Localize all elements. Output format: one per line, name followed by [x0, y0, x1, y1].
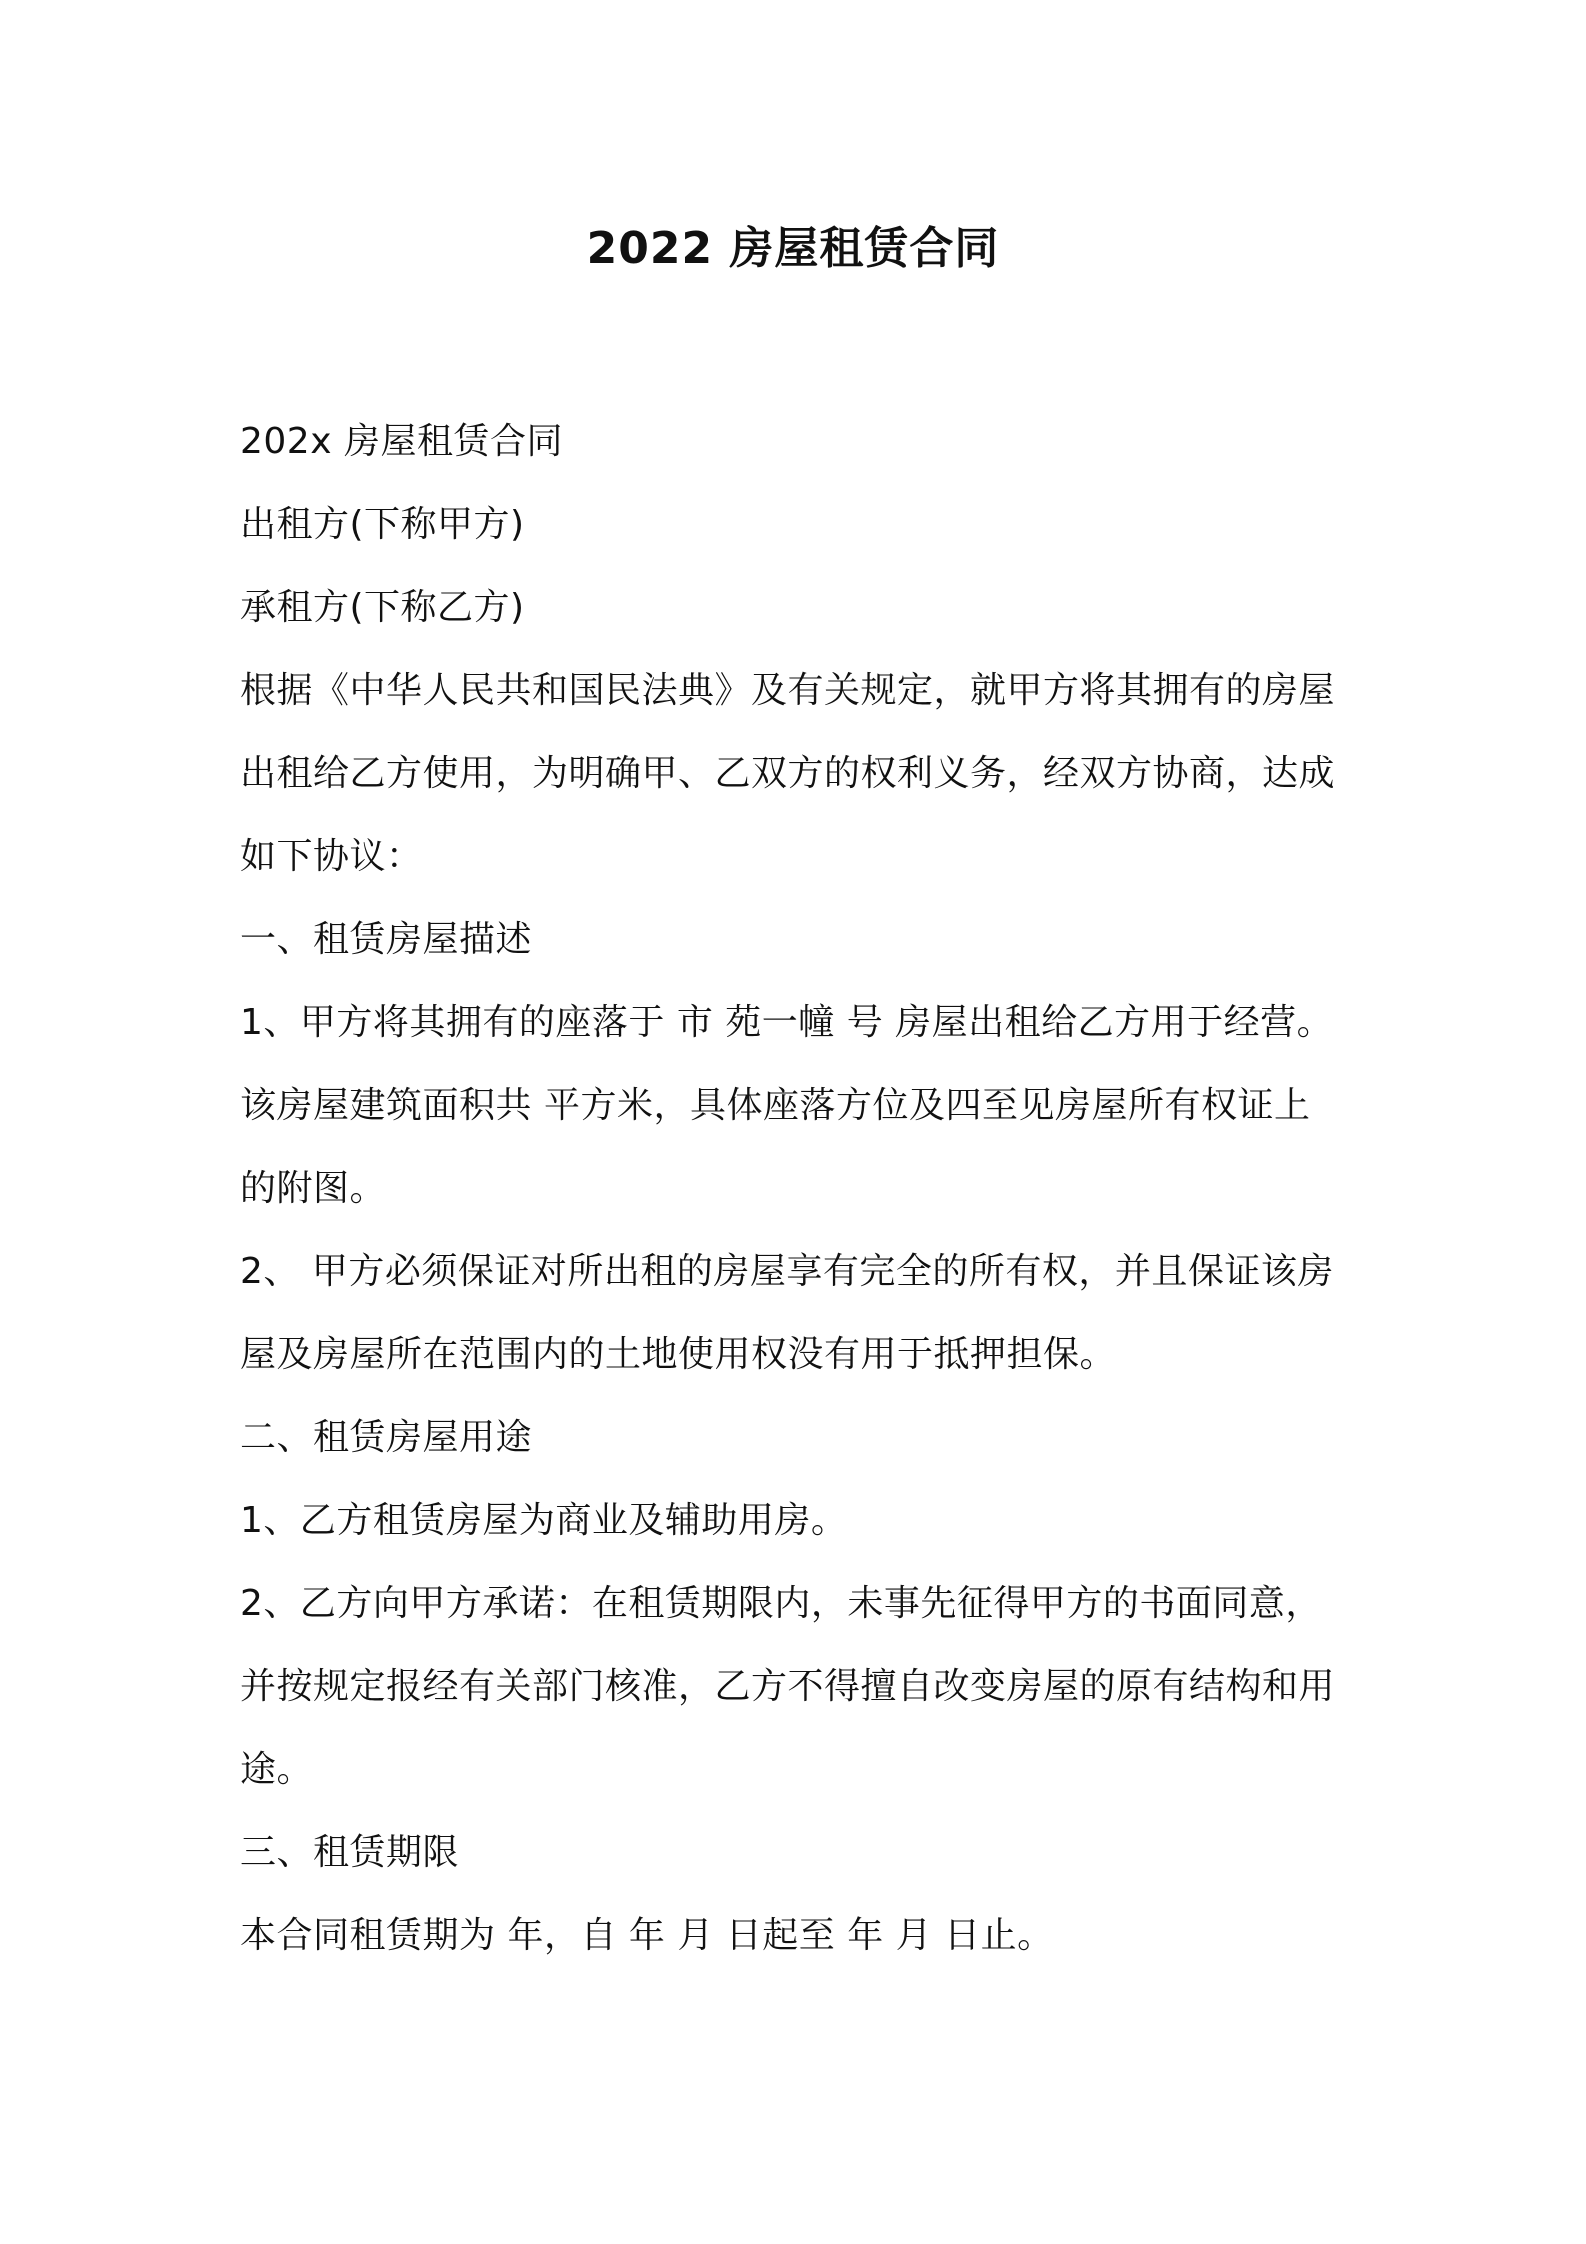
subtitle-line: 202x 房屋租赁合同 — [240, 421, 563, 462]
clause-line: 2、乙方向甲方承诺：在租赁期限内，未事先征得甲方的书面同意， — [240, 1583, 1322, 1624]
clause-line: 途。 — [240, 1749, 314, 1790]
section-heading: 二、租赁房屋用途 — [240, 1417, 533, 1458]
lessor-line: 出租方(下称甲方) — [240, 504, 525, 545]
section-heading: 一、租赁房屋描述 — [240, 919, 533, 960]
clause-line: 1、甲方将其拥有的座落于 市 苑一幢 号 房屋出租给乙方用于经营。 — [240, 1002, 1334, 1043]
clause-line: 本合同租赁期为 年，自 年 月 日起至 年 月 日止。 — [240, 1915, 1054, 1956]
document-body — [240, 412, 1370, 1989]
document-title: 2022 房屋租赁合同 — [586, 223, 1000, 274]
clause-line: 屋及房屋所在范围内的土地使用权没有用于抵押担保。 — [240, 1334, 1117, 1375]
section-heading: 三、租赁期限 — [240, 1832, 460, 1873]
clause-line: 1、乙方租赁房屋为商业及辅助用房。 — [240, 1500, 848, 1541]
preamble-line: 根据《中华人民共和国民法典》及有关规定，就甲方将其拥有的房屋 — [240, 670, 1336, 711]
clause-line: 的附图。 — [240, 1168, 387, 1209]
lessee-line: 承租方(下称乙方) — [240, 587, 525, 628]
clause-line: 该房屋建筑面积共 平方米，具体座落方位及四至见房屋所有权证上 — [240, 1085, 1311, 1126]
preamble-line: 出租给乙方使用，为明确甲、乙双方的权利义务，经双方协商，达成 — [240, 753, 1336, 794]
clause-line: 2、 甲方必须保证对所出租的房屋享有完全的所有权，并且保证该房 — [240, 1251, 1334, 1292]
clause-line: 并按规定报经有关部门核准，乙方不得擅自改变房屋的原有结构和用 — [240, 1666, 1336, 1707]
preamble-line: 如下协议： — [240, 836, 423, 877]
